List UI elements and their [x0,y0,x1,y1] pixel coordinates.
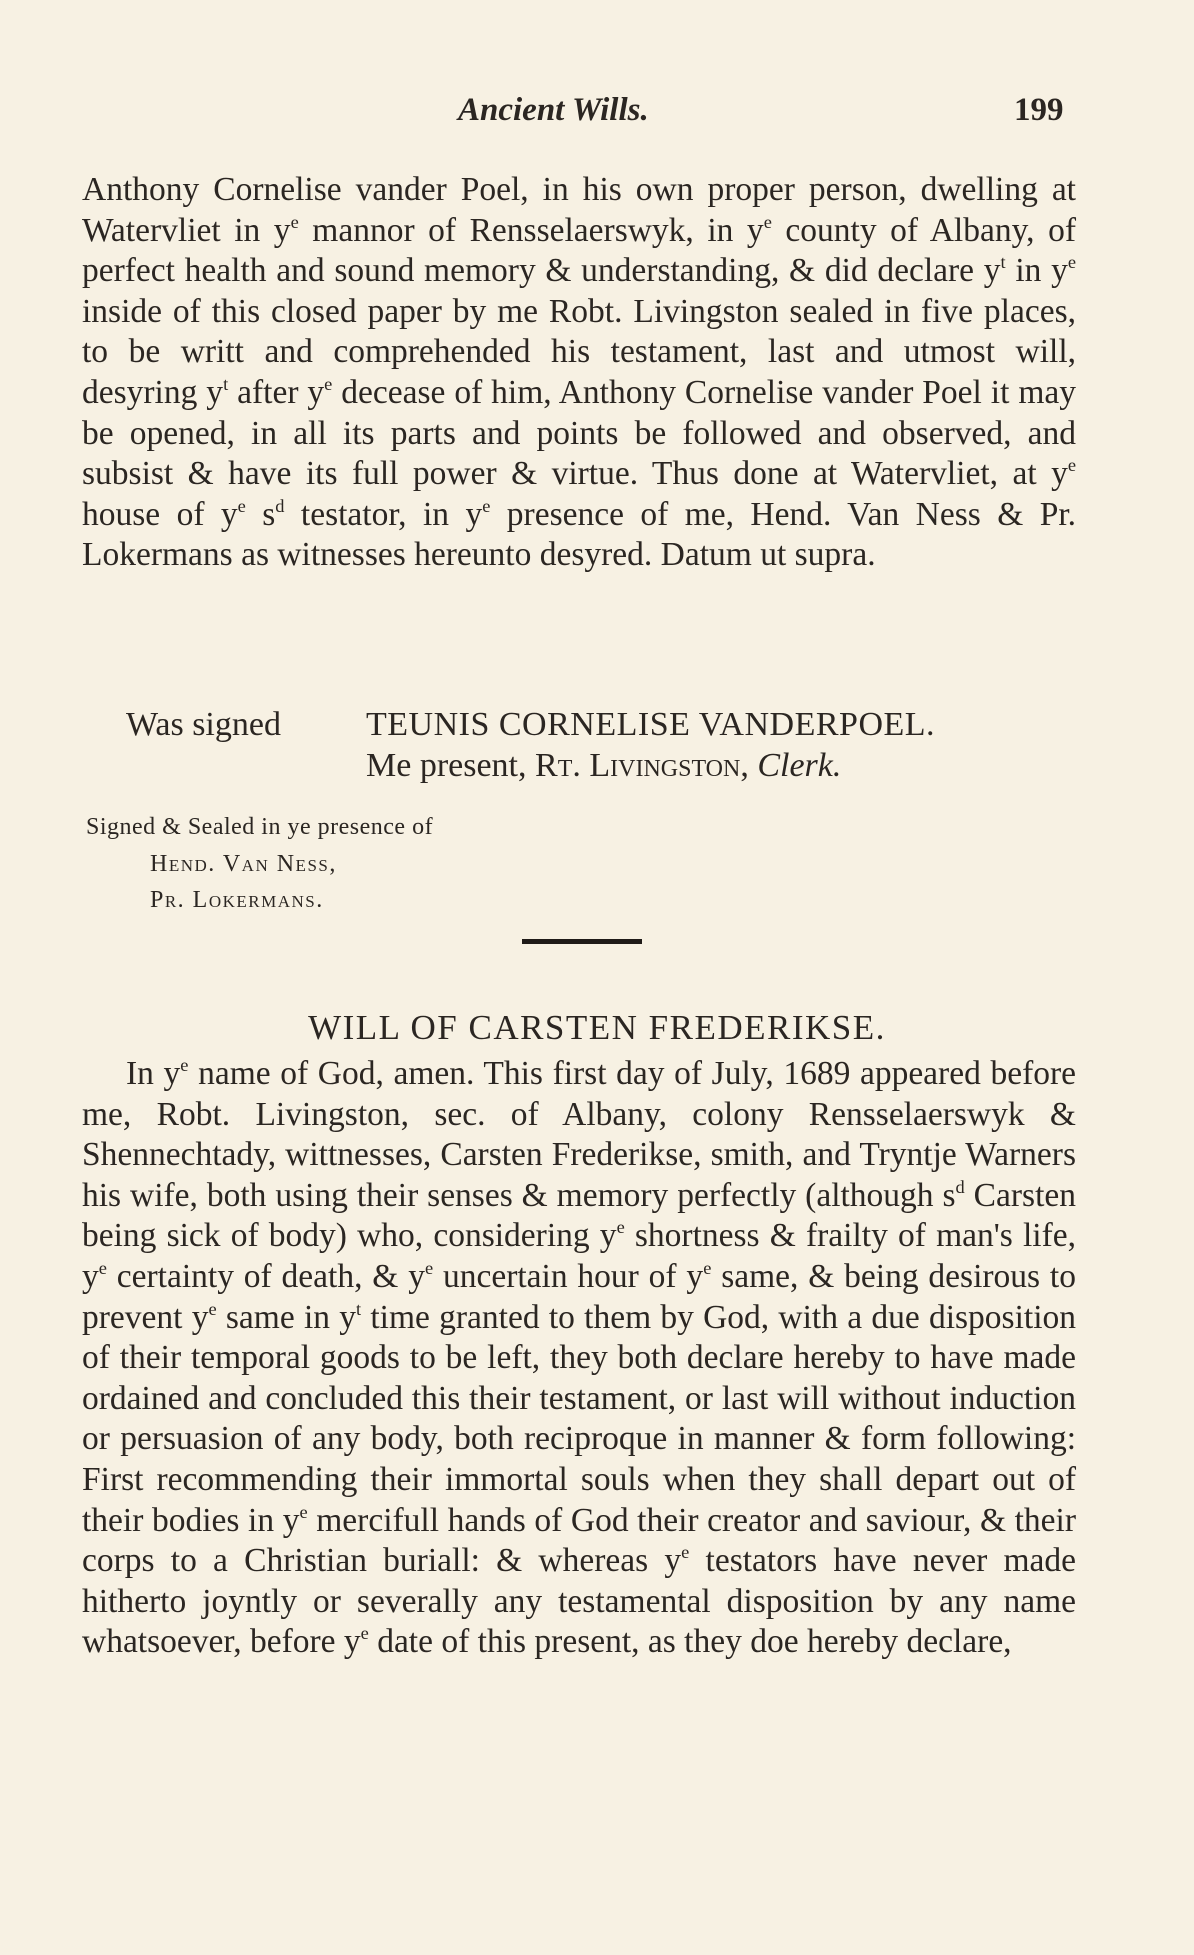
me-present-label: Me present, [366,747,527,784]
superscript: e [482,495,491,516]
superscript: e [237,495,246,516]
witness-name: Pr. Lokermans. [150,887,324,913]
will-paragraph-vanderpoel [82,170,1076,576]
superscript: e [681,1542,690,1563]
was-signed-label: Was signed [126,706,281,743]
clerk-line [366,746,841,786]
superscript: e [424,1258,434,1279]
superscript: e [1067,252,1077,273]
superscript: d [275,495,285,516]
superscript: e [98,1258,107,1279]
paragraph-text: Anthony Cornelise vander Poel, in his own proper person, dwelling at Watervliet in $y^e$ mannor of Rensselaerswyk, in $y^e$ county of Albany, of perfect health and sound memory & understanding, & did declare $y^t$ in $y^e$ inside of this closed paper by me Robt. Livingston sealed in five places, to be writt and comprehended his testament, last and utmost will, desyring $y^t$ after $y^e$ decease of him, Anthony Cornelise vander Poel it may be opened, in all its parts and points be followed and observed, and subsist & have its full power & virtue. Thus done at Watervliet, at $y^e$ house of $y^e$ $s^d$ testator, in $y^e$ presence of me, Hend. Van Ness & Pr. Lokermans as witnesses hereunto desyred. Datum ut supra. [82,171,1077,574]
witness-name: Hend. Van Ness, [150,851,337,877]
superscript: d [955,1176,965,1197]
clerk-title: Clerk. [757,747,842,784]
superscript: e [180,1055,189,1076]
page-number: 199 [1014,92,1064,128]
superscript: e [208,1298,217,1319]
signed-line [126,705,935,745]
section-divider [522,939,642,944]
superscript: e [616,1217,625,1238]
section-heading: WILL OF CARSTEN FREDERIKSE. [308,1008,886,1047]
superscript: t [1000,252,1006,273]
page-header [0,92,1194,142]
superscript: e [763,211,772,232]
superscript: e [324,374,333,395]
running-title: Ancient Wills. [458,92,649,128]
superscript: e [299,1501,308,1522]
clerk-name: Rt. Livingston, [535,747,749,784]
signer-name: TEUNIS CORNELISE VANDERPOEL. [366,706,936,743]
will-paragraph-frederikse [82,1054,1076,1663]
paragraph-text: In $y^e$ name of God, amen. This first day of July, 1689 appeared before me, Robt. Livingston, sec. of Albany, colony Rensselaerswyk & Shennechtady, wittnesses, Carsten Frederikse, smith, and Tryntje Warners his wife, both using their senses & memory perfectly (although $s^d$ Carsten being sick of body) who, considering $y^e$ shortness & frailty of man's life, $y^e$ certainty of death, & $y^e$ uncertain hour of $y^e$ same, & being desirous to prevent $y^e$ same in $y^t$ time granted to them by God, with a due disposition of their temporal goods to be left, they both declare hereby to have made ordained and concluded this their testament, or last will without induction or persuasion of any body, both reciproque in manner & form following: First recommending their immortal souls when they shall depart out of their bodies in $y^e$ mercifull hands of God their creator and saviour, & their corps to a Christian buriall: & whereas $y^e$ testators have never made hitherto joyntly or severally any testamental disposition by any name whatsoever, before $y^e$ date of this present, as they doe hereby declare, [82,1055,1077,1661]
superscript: e [703,1258,712,1279]
superscript: e [1067,455,1076,476]
superscript: e [360,1623,369,1644]
sealed-in-presence: Signed & Sealed in ye presence of [86,814,434,840]
superscript: t [223,374,229,395]
superscript: e [290,211,299,232]
superscript: t [356,1298,362,1319]
